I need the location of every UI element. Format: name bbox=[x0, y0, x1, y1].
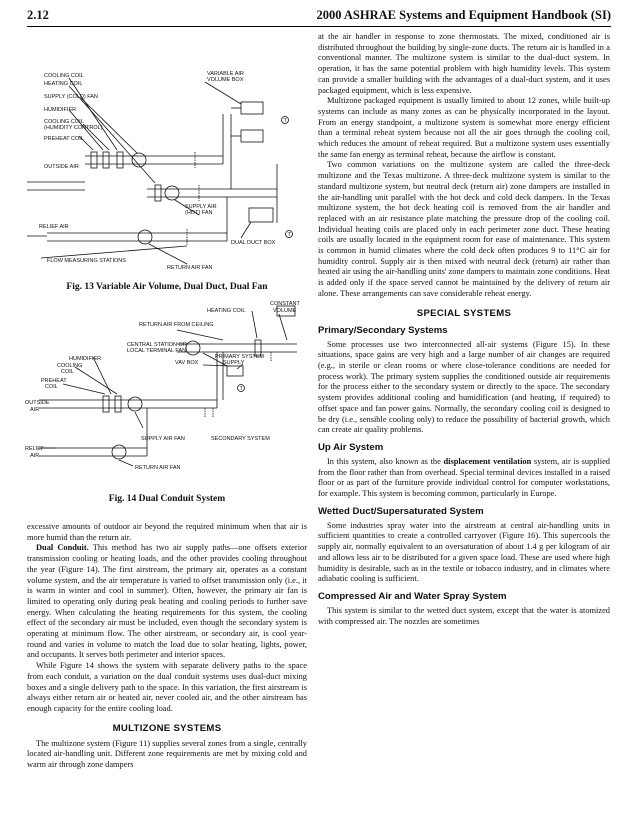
label-heating-coil: HEATING COIL bbox=[207, 308, 246, 314]
label-cooling-coil: COOLING COIL bbox=[44, 73, 84, 79]
label-return-air-from-ceiling: RETURN AIR FROM CEILING bbox=[139, 322, 214, 328]
preheat-coil bbox=[91, 152, 97, 168]
label-secondary-system: SECONDARY SYSTEM bbox=[211, 436, 270, 442]
paragraph-left-1: excessive amounts of outdoor air beyond the required minimum when that air is more humid than the return air. bbox=[27, 522, 307, 542]
figure-14-labels bbox=[25, 301, 300, 471]
thermostat-label-1: T bbox=[283, 118, 287, 124]
label-preheat-coil: PREHEAT COIL bbox=[44, 136, 84, 142]
label-supply: SUPPLY bbox=[223, 360, 245, 366]
label-heating-coil: HEATING COIL bbox=[44, 81, 83, 87]
label-supply-air-hot: SUPPLY AIR bbox=[185, 204, 217, 210]
cooling-coil-humidity bbox=[103, 152, 109, 168]
heading-up-air-system: Up Air System bbox=[318, 441, 384, 453]
label-volume: VOLUME bbox=[273, 308, 297, 314]
paragraph-right-2: Multizone packaged equipment is usually limited to about 12 zones, while built-up systems can include as many zones as can be physically incorporated in the layout. From an energy standpoint, a multizone system is somewhat more energy efficient than a terminal reheat system because not all the air goes through the cooling coil, which reduces the amount of reheat required. But a multizone system uses essentially the same fan energy as terminal reheat, because the airflow is constant. bbox=[318, 96, 610, 159]
label-return-air-fan: RETURN AIR FAN bbox=[167, 265, 213, 271]
heading-multizone-systems: MULTIZONE SYSTEMS bbox=[112, 722, 222, 734]
label-constant: CONSTANT bbox=[270, 301, 300, 307]
paragraph-dual-conduit-body: This method has two air supply paths—one offsets exterior transmission cooling or heating loads, and the other provides cooling throughout the year (Figure 14). The first airstream, the primary air, operates as a constant volume system, and the air temperature is varied to offset transmission only (i.e., it is warm in winter and cool in summer). Often, however, the primary air fan is limited to operating only during peak heating and cooling periods to further save energy. When calculating the heating requirements for this system, the cooling effect of the secondary air must be included, even though the secondary system is operating at minimum flow. The other airstream, or secondary air, is cool year-round and varies in volume to match the load due to solar heating, lights, power, and occupants. It serves both perimeter and interior spaces. bbox=[27, 543, 307, 660]
return-air-fan bbox=[138, 230, 152, 244]
label-outside: OUTSIDE bbox=[25, 400, 50, 406]
paragraph-up-air-b: system, air is supplied from the floor rather than from overhead. Special terminal devices installed in a raised floor or as part of the furniture provide individual control for computer workstations, for example. This system is becoming common, particularly in Europe. bbox=[318, 456, 610, 499]
left-body-text bbox=[27, 522, 307, 771]
label-primary-system: PRIMARY SYSTEM bbox=[215, 354, 265, 360]
label-humidity-control: (HUMIDITY CONTROL) bbox=[44, 125, 103, 131]
label-return-air-fan: RETURN AIR FAN bbox=[135, 465, 181, 471]
label-vav-box: VAV BOX bbox=[175, 360, 199, 366]
heading-special-systems: SPECIAL SYSTEMS bbox=[416, 307, 512, 319]
label-humidifier: HUMIDIFIER bbox=[69, 356, 102, 362]
right-column bbox=[318, 32, 610, 627]
paragraph-dual-conduit bbox=[27, 543, 307, 661]
term-displacement-ventilation: displacement ventilation bbox=[443, 456, 532, 466]
return-air-fan bbox=[112, 445, 126, 459]
paragraph-right-4: Some processes use two interconnected all-air systems (Figure 15). In these situations, space gains are very high and a large number of air changes are required (e.g., in sterile or clean rooms or where close-tolerance conditions are needed for process work). The primary system supplies the conditioned outside air requirements for the process either to the secondary system or directly to the space. The secondary system provides additional cooling and humidification (and heating, if required) to offset space and fan power gains. Normally, the secondary cooling coil is designed to be dry (i.e., sensible cooling only) to reduce the possibility of bacterial growth, which can create air quality problems. bbox=[318, 339, 610, 435]
heading-wetted-duct: Wetted Duct/Supersaturated System bbox=[318, 505, 484, 517]
paragraph-up-air-a: In this system, also known as the bbox=[327, 456, 444, 466]
cooling-coil bbox=[115, 396, 121, 412]
paragraph-compressed-air: This system is similar to the wetted duct system, except that the water is atomized with compressed air. The nozzles are sometimes bbox=[318, 605, 610, 626]
paragraph-left-3: While Figure 14 shows the system with separate delivery paths to the space from each conduit, a variation on the dual conduit systems uses dual-duct mixing boxes and a single delivery path to the space. In this variation, the first airstream is always either return air or heated air, never cooled air, and the other airstream has enough capacity for the entire cooling load. bbox=[27, 661, 307, 713]
label-dual-duct-box: DUAL DUCT BOX bbox=[231, 240, 276, 246]
label-humidifier: HUMIDIFIER bbox=[44, 107, 77, 113]
vav-box-1 bbox=[241, 102, 263, 114]
paragraph-left-4: The multizone system (Figure 11) supplies several zones from a single, centrally located air-handling unit. Different zone requirements are met by mixing cold and warm air through zone dampers bbox=[27, 738, 307, 770]
paragraph-right-3: Two common variations on the multizone system are called the three-deck multizone and the Texas multizone. A three-deck multizone system is similar to the standard multizone system, but neutral deck (return air) zone dampers are installed in the air-handling unit parallel with the hot deck and cold deck dampers. In the Texas multizone system, the hot deck heating coil is removed from the air handler and replaced with an air resistance plate matching the pressure drop of the cooling coil. Individual heating coils are placed only in each perimeter zone duct. These heating coils are usually located in the equipment room for ease of maintenance. This system is common in humid climates where the cold deck often produces 9 to 11°C air for humidity control. Supply air is then mixed with neutral deck (return) air rather than heated air using the air-handling units' zone dampers to maintain zone conditions. Heat is added only if the space served cannot be maintained by the delivery of return air alone. These arrangements can save considerable reheat energy. bbox=[318, 160, 610, 298]
label-relief-air-text: AIR bbox=[30, 453, 40, 459]
vav-box bbox=[227, 366, 243, 376]
thermostat-label: T bbox=[239, 386, 243, 392]
vav-box-2 bbox=[241, 130, 263, 142]
label-relief-air: RELIEF AIR bbox=[39, 224, 69, 230]
figure-14-caption: Fig. 14 Dual Conduit System bbox=[108, 494, 226, 504]
label-volume-box: VOLUME BOX bbox=[207, 77, 244, 83]
cooling-coil-main bbox=[117, 152, 123, 168]
dual-duct-box bbox=[249, 208, 273, 222]
heading-compressed-air: Compressed Air and Water Spray System bbox=[318, 590, 507, 602]
paragraph-right-1: at the air handler in response to zone thermostats. The mixed, conditioned air is distributed throughout the building by single-zone ducts. The return air is handled in a conventional manner. The multizone system is similar to the dual-duct system. In operation, it has the same potential problem with high humidity levels. This system can provide a smaller building with the advantages of a dual-duct system, and it uses packaged equipment, which is less expensive. bbox=[318, 32, 610, 95]
running-header: 2000 ASHRAE Systems and Equipment Handbook (SI) bbox=[316, 8, 611, 22]
header-rule bbox=[27, 26, 611, 27]
label-coil: COIL bbox=[61, 369, 74, 375]
label-supply-air-fan: SUPPLY AIR FAN bbox=[141, 436, 185, 442]
supply-air-fan bbox=[128, 397, 142, 411]
thermostat-label-2: T bbox=[287, 232, 291, 238]
label-flow-measuring-stations: FLOW MEASURING STATIONS bbox=[47, 258, 126, 264]
figure-13-diagram bbox=[27, 58, 307, 272]
label-variable-air: VARIABLE AIR bbox=[207, 71, 244, 77]
label-local-terminal-fan: LOCAL TERMINAL FAN bbox=[127, 348, 187, 354]
page-number: 2.12 bbox=[27, 8, 49, 22]
label-relief: RELIEF bbox=[25, 446, 45, 452]
label-cooling: COOLING bbox=[57, 363, 83, 369]
label-preheat: PREHEAT bbox=[41, 378, 67, 384]
label-outside-air: OUTSIDE AIR bbox=[44, 164, 79, 170]
supply-hot-fan bbox=[165, 186, 179, 200]
paragraph-wetted-duct: Some industries spray water into the airstream at central air-handling units in sufficient quantities to create a controlled carryover (Figure 16). This supercools the supply air, normally equivalent to an oversaturation of about 1.4 g per kilogram of air and allows less air to be distributed for a given space load. These are used where high humidity is desirable, such as in the textile or tobacco industry, and in climates where adiabatic cooling is sufficient. bbox=[318, 520, 610, 584]
label-hot-fan: (HOT) FAN bbox=[185, 210, 213, 216]
heading-primary-secondary: Primary/Secondary Systems bbox=[318, 324, 448, 336]
label-central-station: CENTRAL STATION OR bbox=[127, 342, 187, 348]
preheat-coil bbox=[103, 396, 109, 412]
label-cooling-coil-humidity: COOLING COIL bbox=[44, 119, 84, 125]
figure-14-diagram bbox=[27, 300, 307, 472]
figure-13-caption: Fig. 13 Variable Air Volume, Dual Duct, Dual Fan bbox=[66, 282, 268, 292]
label-supply-cold-fan: SUPPLY (COLD) FAN bbox=[44, 94, 98, 100]
paragraph-up-air bbox=[318, 457, 610, 500]
label-outside-air-text: AIR bbox=[30, 407, 40, 413]
primary-fan bbox=[186, 341, 200, 355]
heating-coil bbox=[155, 185, 161, 201]
run-in-heading-dual-conduit: Dual Conduit. bbox=[36, 543, 89, 553]
label-preheat-coil-text: COIL bbox=[45, 384, 58, 390]
